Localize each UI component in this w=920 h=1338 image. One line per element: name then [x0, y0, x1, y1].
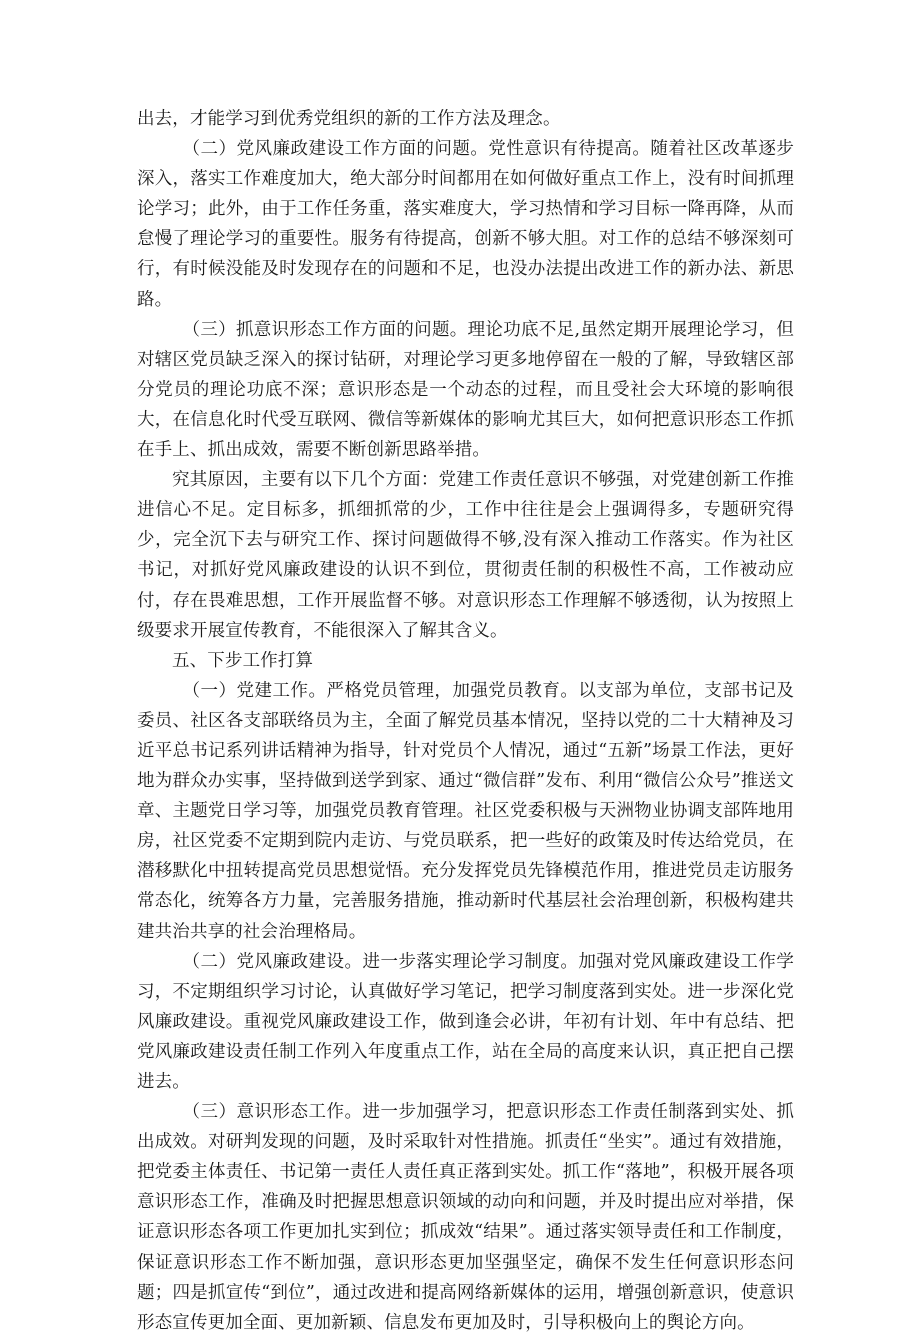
paragraph-party-building-plan: （一）党建工作。严格党员管理，加强党员教育。以支部为单位，支部书记及委员、社区各支部联络员为主，全面了解党员基本情况，坚持以党的二十大精神及习近平总书记系列讲话精神为指导，针对党员个人情况，通过“五新”场景工作法，更好地为群众办实事，坚持做到送学到家、通过“微信群”发布、利用“微信公众号”推送文章、主题党日学习等，加强党员教育管理。社区党委积极与天洲物业协调支部阵地用房，社区党委不定期到院内走访、与党员联系，把一些好的政策及时传达给党员，在潜移默化中扭转提高党员思想觉悟。充分发挥党员先锋模范作用，推进党员走访服务常态化，统筹各方力量，完善服务措施，推动新时代基层社会治理创新，积极构建共建共治共享的社会治理格局。 [137, 680, 794, 942]
paragraph-party-conduct-plan: （二）党风廉政建设。进一步落实理论学习制度。加强对党风廉政建设工作学习，不定期组织学习讨论，认真做好学习笔记，把学习制度落到实处。进一步深化党风廉政建设。重视党风廉政建设工作，做到逢会必讲，年初有计划、年中有总结、把党风廉政建设责任制工作列入年度重点工作，站在全局的高度来认识，真正把自己摆进去。 [137, 951, 794, 1092]
paragraph-ideology-issues: （三）抓意识形态工作方面的问题。理论功底不足,虽然定期开展理论学习，但对辖区党员缺乏深入的探讨钻研，对理论学习更多地停留在一般的了解，导致辖区部分党员的理论功底不深；意识形态是一个动态的过程，而且受社会大环境的影响很大，在信息化时代受互联网、微信等新媒体的影响尤其巨大，如何把意识形态工作抓在手上、抓出成效，需要不断创新思路举措。 [137, 319, 794, 461]
paragraph-root-causes: 究其原因，主要有以下几个方面：党建工作责任意识不够强，对党建创新工作推进信心不足。定目标多，抓细抓常的少，工作中往往是会上强调得多，专题研究得少，完全沉下去与研究工作、探讨问题做得不够,没有深入推动工作落实。作为社区书记，对抓好党风廉政建设的认识不到位，贯彻责任制的积极性不高，工作被动应付，存在畏难思想，工作开展监督不够。对意识形态工作理解不够透彻，认为按照上级要求开展宣传教育，不能很深入了解其含义。 [137, 470, 794, 641]
paragraph-party-conduct-issues: （二）党风廉政建设工作方面的问题。党性意识有待提高。随着社区改革逐步深入，落实工作难度加大，绝大部分时间都用在如何做好重点工作上，没有时间抓理论学习；此外，由于工作任务重，落实难度大，学习热情和学习目标一降再降，从而怠慢了理论学习的重要性。服务有待提高，创新不够大胆。对工作的总结不够深刻可行，有时候没能及时发现存在的问题和不足，也没办法提出改进工作的新办法、新思路。 [137, 139, 794, 310]
document-body [137, 104, 794, 1338]
paragraph-continuation: 出去，才能学习到优秀党组织的新的工作方法及理念。 [137, 109, 561, 129]
section-heading-next-steps: 五、下步工作打算 [172, 650, 314, 671]
paragraph-ideology-plan: （三）意识形态工作。进一步加强学习，把意识形态工作责任制落到实处、抓出成效。对研判发现的问题，及时采取针对性措施。抓责任“坐实”。通过有效措施，把党委主体责任、书记第一责任人责任真正落到实处。抓工作“落地”，积极开展各项意识形态工作，准确及时把握思想意识领域的动向和问题，并及时提出应对举措，保证意识形态各项工作更加扎实到位；抓成效“结果”。通过落实领导责任和工作制度，保证意识形态工作不断加强，意识形态更加坚强坚定，确保不发生任何意识形态问题；四是抓宣传“到位”，通过改进和提高网络新媒体的运用，增强创新意识，使意识形态宣传更加全面、更加新颖、信息发布更加及时，引导积极向上的舆论方向。 [137, 1102, 794, 1333]
